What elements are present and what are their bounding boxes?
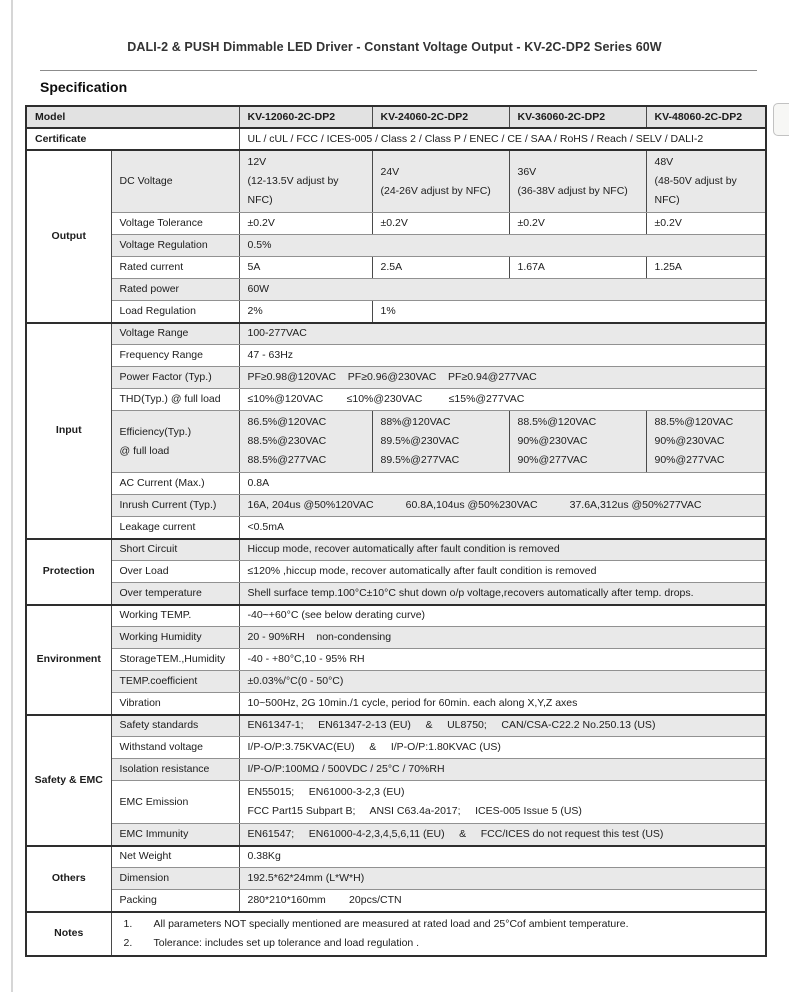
model-name-cell: KV-12060-2C-DP2: [239, 106, 372, 128]
value-cell: 20 - 90%RH non-condensing: [239, 627, 766, 649]
cell-line: 24V: [380, 165, 400, 178]
certificate-value-cell: UL / cUL / FCC / ICES-005 / Class 2 / Class P / ENEC / CE / SAA / RoHS / Reach / SELV / DALI-2: [239, 128, 766, 150]
cell-line: FCC Part15 Subpart B; ANSI C63.4a-2017; ICES-005 Issue 5 (US): [247, 805, 582, 817]
param-label-cell: THD(Typ.) @ full load: [111, 389, 239, 411]
cell-line: 88.5%@120VAC: [654, 416, 734, 428]
param-label-cell: Vibration: [111, 693, 239, 715]
note-text: All parameters NOT specially mentioned are measured at rated load and 25°Cof ambient temperature.: [153, 917, 629, 930]
value-cell: 192.5*62*24mm (L*W*H): [239, 868, 766, 890]
model-name-cell: KV-24060-2C-DP2: [372, 106, 509, 128]
value-cell: 10~500Hz, 2G 10min./1 cycle, period for 60min. each along X,Y,Z axes: [239, 693, 766, 715]
value-cell: [372, 150, 509, 213]
value-cell: 47 - 63Hz: [239, 345, 766, 367]
param-label-cell: Inrush Current (Typ.): [111, 495, 239, 517]
value-cell: 0.38Kg: [239, 846, 766, 868]
value-cell: 1.25A: [646, 257, 766, 279]
specification-table: [25, 105, 767, 957]
note-number: 2.: [123, 936, 133, 949]
param-label-cell: Over Load: [111, 561, 239, 583]
notes-group-cell: Notes: [26, 912, 111, 956]
value-cell: ±0.03%/°C(0 - 50°C): [239, 671, 766, 693]
spec-row: [26, 106, 766, 128]
group-label-cell: Safety & EMC: [26, 715, 111, 846]
spec-row: [26, 583, 766, 605]
param-label-cell: Rated current: [111, 257, 239, 279]
note-line: [124, 934, 760, 953]
cell-line: 90%@277VAC: [517, 454, 588, 466]
spec-row: [26, 257, 766, 279]
spec-row: [26, 539, 766, 561]
spec-row: [26, 235, 766, 257]
param-label-cell: EMC Immunity: [111, 824, 239, 846]
value-cell: 5A: [239, 257, 372, 279]
scrollbar-thumb[interactable]: [773, 103, 789, 136]
param-label-cell: Withstand voltage: [111, 737, 239, 759]
spec-row: [26, 715, 766, 737]
value-cell: [509, 150, 646, 213]
model-name-cell: KV-36060-2C-DP2: [509, 106, 646, 128]
cell-line: 86.5%@120VAC: [247, 416, 327, 428]
value-cell: ±0.2V: [646, 213, 766, 235]
value-cell: -40 - +80°C,10 - 95% RH: [239, 649, 766, 671]
spec-row: [26, 868, 766, 890]
value-cell: 0.5%: [239, 235, 766, 257]
param-label-cell: Over temperature: [111, 583, 239, 605]
param-label-cell: Working TEMP.: [111, 605, 239, 627]
spec-row: [26, 781, 766, 824]
cell-line: 12V: [247, 156, 267, 168]
param-label-cell: Voltage Tolerance: [111, 213, 239, 235]
spec-row: [26, 367, 766, 389]
spec-row: [26, 279, 766, 301]
page-edge-line: [11, 0, 13, 992]
value-cell: Hiccup mode, recover automatically after fault condition is removed: [239, 539, 766, 561]
spec-row: [26, 323, 766, 345]
cell-line: 88.5%@230VAC: [247, 435, 327, 447]
value-cell: -40~+60°C (see below derating curve): [239, 605, 766, 627]
spec-row: [26, 301, 766, 323]
spec-row: [26, 693, 766, 715]
spec-row: [26, 890, 766, 912]
value-cell: [239, 781, 766, 824]
param-label-cell: DC Voltage: [111, 150, 239, 213]
value-cell: 280*210*160mm 20pcs/CTN: [239, 890, 766, 912]
value-cell: PF≥0.98@120VAC PF≥0.96@230VAC PF≥0.94@277VAC: [239, 367, 766, 389]
group-label-cell: Others: [26, 846, 111, 912]
cell-line: EN55015; EN61000-3-2,3 (EU): [247, 786, 405, 798]
value-cell: [646, 411, 766, 473]
specification-heading: Specification: [40, 79, 128, 95]
param-label-cell: Power Factor (Typ.): [111, 367, 239, 389]
value-cell: EN61547; EN61000-4-2,3,4,5,6,11 (EU) & FCC/ICES do not request this test (US): [239, 824, 766, 846]
cell-line: (36-38V adjust by NFC): [517, 184, 628, 197]
cell-line: 90%@277VAC: [654, 454, 725, 466]
spec-row: [26, 213, 766, 235]
notes-cell: [111, 912, 766, 956]
spec-row: [26, 473, 766, 495]
cell-line: 36V: [517, 165, 537, 178]
group-label-cell: Input: [26, 323, 111, 539]
group-label-cell: Output: [26, 150, 111, 323]
value-cell: I/P-O/P:100MΩ / 500VDC / 25°C / 70%RH: [239, 759, 766, 781]
cell-line: 90%@230VAC: [654, 435, 725, 447]
value-cell: 1%: [372, 301, 766, 323]
value-cell: ≤120% ,hiccup mode, recover automatically after fault condition is removed: [239, 561, 766, 583]
spec-row: [26, 517, 766, 539]
title-divider: [40, 70, 757, 71]
value-cell: ±0.2V: [372, 213, 509, 235]
spec-row: [26, 495, 766, 517]
param-label-cell: Packing: [111, 890, 239, 912]
page-title: DALI-2 & PUSH Dimmable LED Driver - Constant Voltage Output - KV-2C-DP2 Series 60W: [127, 40, 662, 54]
value-cell: 2.5A: [372, 257, 509, 279]
note-text: Tolerance: includes set up tolerance and load regulation .: [153, 936, 420, 949]
param-label-cell: [111, 411, 239, 473]
value-cell: ±0.2V: [509, 213, 646, 235]
value-cell: [372, 411, 509, 473]
spec-row: [26, 150, 766, 213]
value-cell: ±0.2V: [239, 213, 372, 235]
param-label-cell: Voltage Range: [111, 323, 239, 345]
param-label-cell: Net Weight: [111, 846, 239, 868]
value-cell: 2%: [239, 301, 372, 323]
cell-line: 88.5%@277VAC: [247, 454, 327, 466]
cell-line: @ full load: [119, 444, 170, 457]
param-label-cell: AC Current (Max.): [111, 473, 239, 495]
note-line: [124, 915, 760, 934]
param-label-cell: StorageTEM.,Humidity: [111, 649, 239, 671]
cell-line: 88%@120VAC: [380, 416, 451, 428]
model-header-cell: Model: [26, 106, 239, 128]
value-cell: 1.67A: [509, 257, 646, 279]
param-label-cell: Frequency Range: [111, 345, 239, 367]
note-number: 1.: [123, 917, 133, 930]
spec-row: [26, 411, 766, 473]
spec-row: [26, 824, 766, 846]
cell-line: (24-26V adjust by NFC): [380, 184, 491, 197]
value-cell: 100-277VAC: [239, 323, 766, 345]
spec-row: [26, 627, 766, 649]
spec-row: [26, 737, 766, 759]
cell-line: 90%@230VAC: [517, 435, 588, 447]
spec-row: [26, 389, 766, 411]
spec-row: [26, 345, 766, 367]
value-cell: [509, 411, 646, 473]
param-label-cell: Safety standards: [111, 715, 239, 737]
param-label-cell: Leakage current: [111, 517, 239, 539]
group-label-cell: Protection: [26, 539, 111, 605]
cell-line: 88.5%@120VAC: [517, 416, 597, 428]
param-label-cell: TEMP.coefficient: [111, 671, 239, 693]
value-cell: 0.8A: [239, 473, 766, 495]
param-label-cell: Short Circuit: [111, 539, 239, 561]
certificate-label-cell: Certificate: [26, 128, 239, 150]
param-label-cell: Voltage Regulation: [111, 235, 239, 257]
specification-table-body: [26, 106, 766, 956]
param-label-cell: Load Regulation: [111, 301, 239, 323]
param-label-cell: Isolation resistance: [111, 759, 239, 781]
spec-row: [26, 671, 766, 693]
spec-row: [26, 128, 766, 150]
group-label-cell: Environment: [26, 605, 111, 715]
cell-line: (48-50V adjust by NFC): [654, 175, 740, 206]
param-label-cell: Rated power: [111, 279, 239, 301]
cell-line: (12-13.5V adjust by NFC): [247, 175, 342, 206]
spec-row: [26, 649, 766, 671]
spec-row: [26, 912, 766, 956]
value-cell: [239, 150, 372, 213]
value-cell: [646, 150, 766, 213]
param-label-cell: EMC Emission: [111, 781, 239, 824]
cell-line: 89.5%@230VAC: [380, 435, 460, 447]
value-cell: I/P-O/P:3.75KVAC(EU) & I/P-O/P:1.80KVAC (US): [239, 737, 766, 759]
value-cell: 16A, 204us @50%120VAC 60.8A,104us @50%230VAC 37.6A,312us @50%277VAC: [239, 495, 766, 517]
value-cell: 60W: [239, 279, 766, 301]
spec-row: [26, 605, 766, 627]
spec-row: [26, 759, 766, 781]
value-cell: [239, 411, 372, 473]
cell-line: 48V: [654, 156, 674, 168]
param-label-cell: Dimension: [111, 868, 239, 890]
spec-row: [26, 846, 766, 868]
value-cell: Shell surface temp.100°C±10°C shut down o/p voltage,recovers automatically after temp. drops.: [239, 583, 766, 605]
value-cell: ≤10%@120VAC ≤10%@230VAC ≤15%@277VAC: [239, 389, 766, 411]
param-label-cell: Working Humidity: [111, 627, 239, 649]
cell-line: Efficiency(Typ.): [119, 425, 192, 438]
cell-line: 89.5%@277VAC: [380, 454, 460, 466]
model-name-cell: KV-48060-2C-DP2: [646, 106, 766, 128]
value-cell: EN61347-1; EN61347-2-13 (EU) & UL8750; CAN/CSA-C22.2 No.250.13 (US): [239, 715, 766, 737]
value-cell: <0.5mA: [239, 517, 766, 539]
spec-row: [26, 561, 766, 583]
